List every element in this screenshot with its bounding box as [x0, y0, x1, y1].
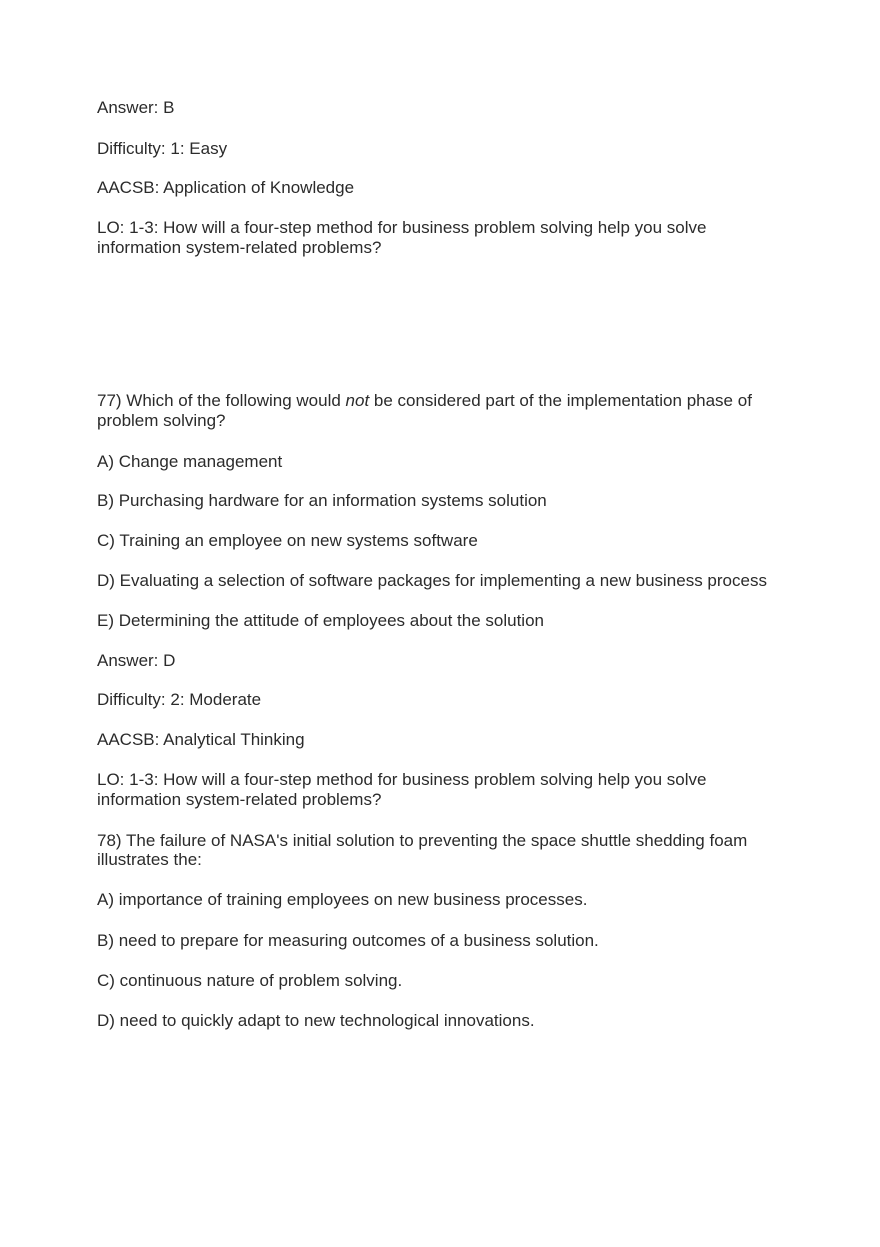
q77-option-c: C) Training an employee on new systems software: [97, 531, 478, 550]
q77-stem-emphasis: not: [345, 391, 370, 410]
prev-aacsb: AACSB: Application of Knowledge: [97, 178, 355, 197]
q78-option-d: D) need to quickly adapt to new technological innovations.: [97, 1011, 535, 1030]
q77-answer: Answer: D: [97, 651, 176, 670]
q78-option-a: A) importance of training employees on new business processes.: [97, 890, 588, 909]
prev-difficulty: Difficulty: 1: Easy: [97, 139, 228, 158]
q77-option-e: E) Determining the attitude of employees about the solution: [97, 611, 544, 630]
prev-lo-line2: information system-related problems?: [97, 238, 382, 257]
q77-lo-line1: LO: 1-3: How will a four-step method for business problem solving help you solve: [97, 770, 707, 789]
q77-option-b: B) Purchasing hardware for an information systems solution: [97, 491, 547, 510]
q77-option-d: D) Evaluating a selection of software packages for implementing a new business process: [97, 571, 767, 590]
q77-option-a: A) Change management: [97, 452, 283, 471]
q77-lo-line2: information system-related problems?: [97, 790, 382, 809]
q78-stem-line1: 78) The failure of NASA's initial solution to preventing the space shuttle shedding foam: [97, 831, 748, 850]
q77-stem-line1: [97, 391, 752, 411]
q77-stem-suffix: be considered part of the implementation phase of: [369, 391, 752, 410]
q77-difficulty: Difficulty: 2: Moderate: [97, 690, 262, 709]
q77-stem-line2: problem solving?: [97, 411, 226, 430]
q77-stem-prefix: 77) Which of the following would: [97, 391, 346, 410]
prev-lo-line1: LO: 1-3: How will a four-step method for business problem solving help you solve: [97, 218, 707, 237]
q78-option-b: B) need to prepare for measuring outcomes of a business solution.: [97, 931, 599, 950]
prev-answer: Answer: B: [97, 98, 175, 117]
q78-option-c: C) continuous nature of problem solving.: [97, 971, 403, 990]
q77-aacsb: AACSB: Analytical Thinking: [97, 730, 305, 749]
q78-stem-line2: illustrates the:: [97, 850, 202, 869]
